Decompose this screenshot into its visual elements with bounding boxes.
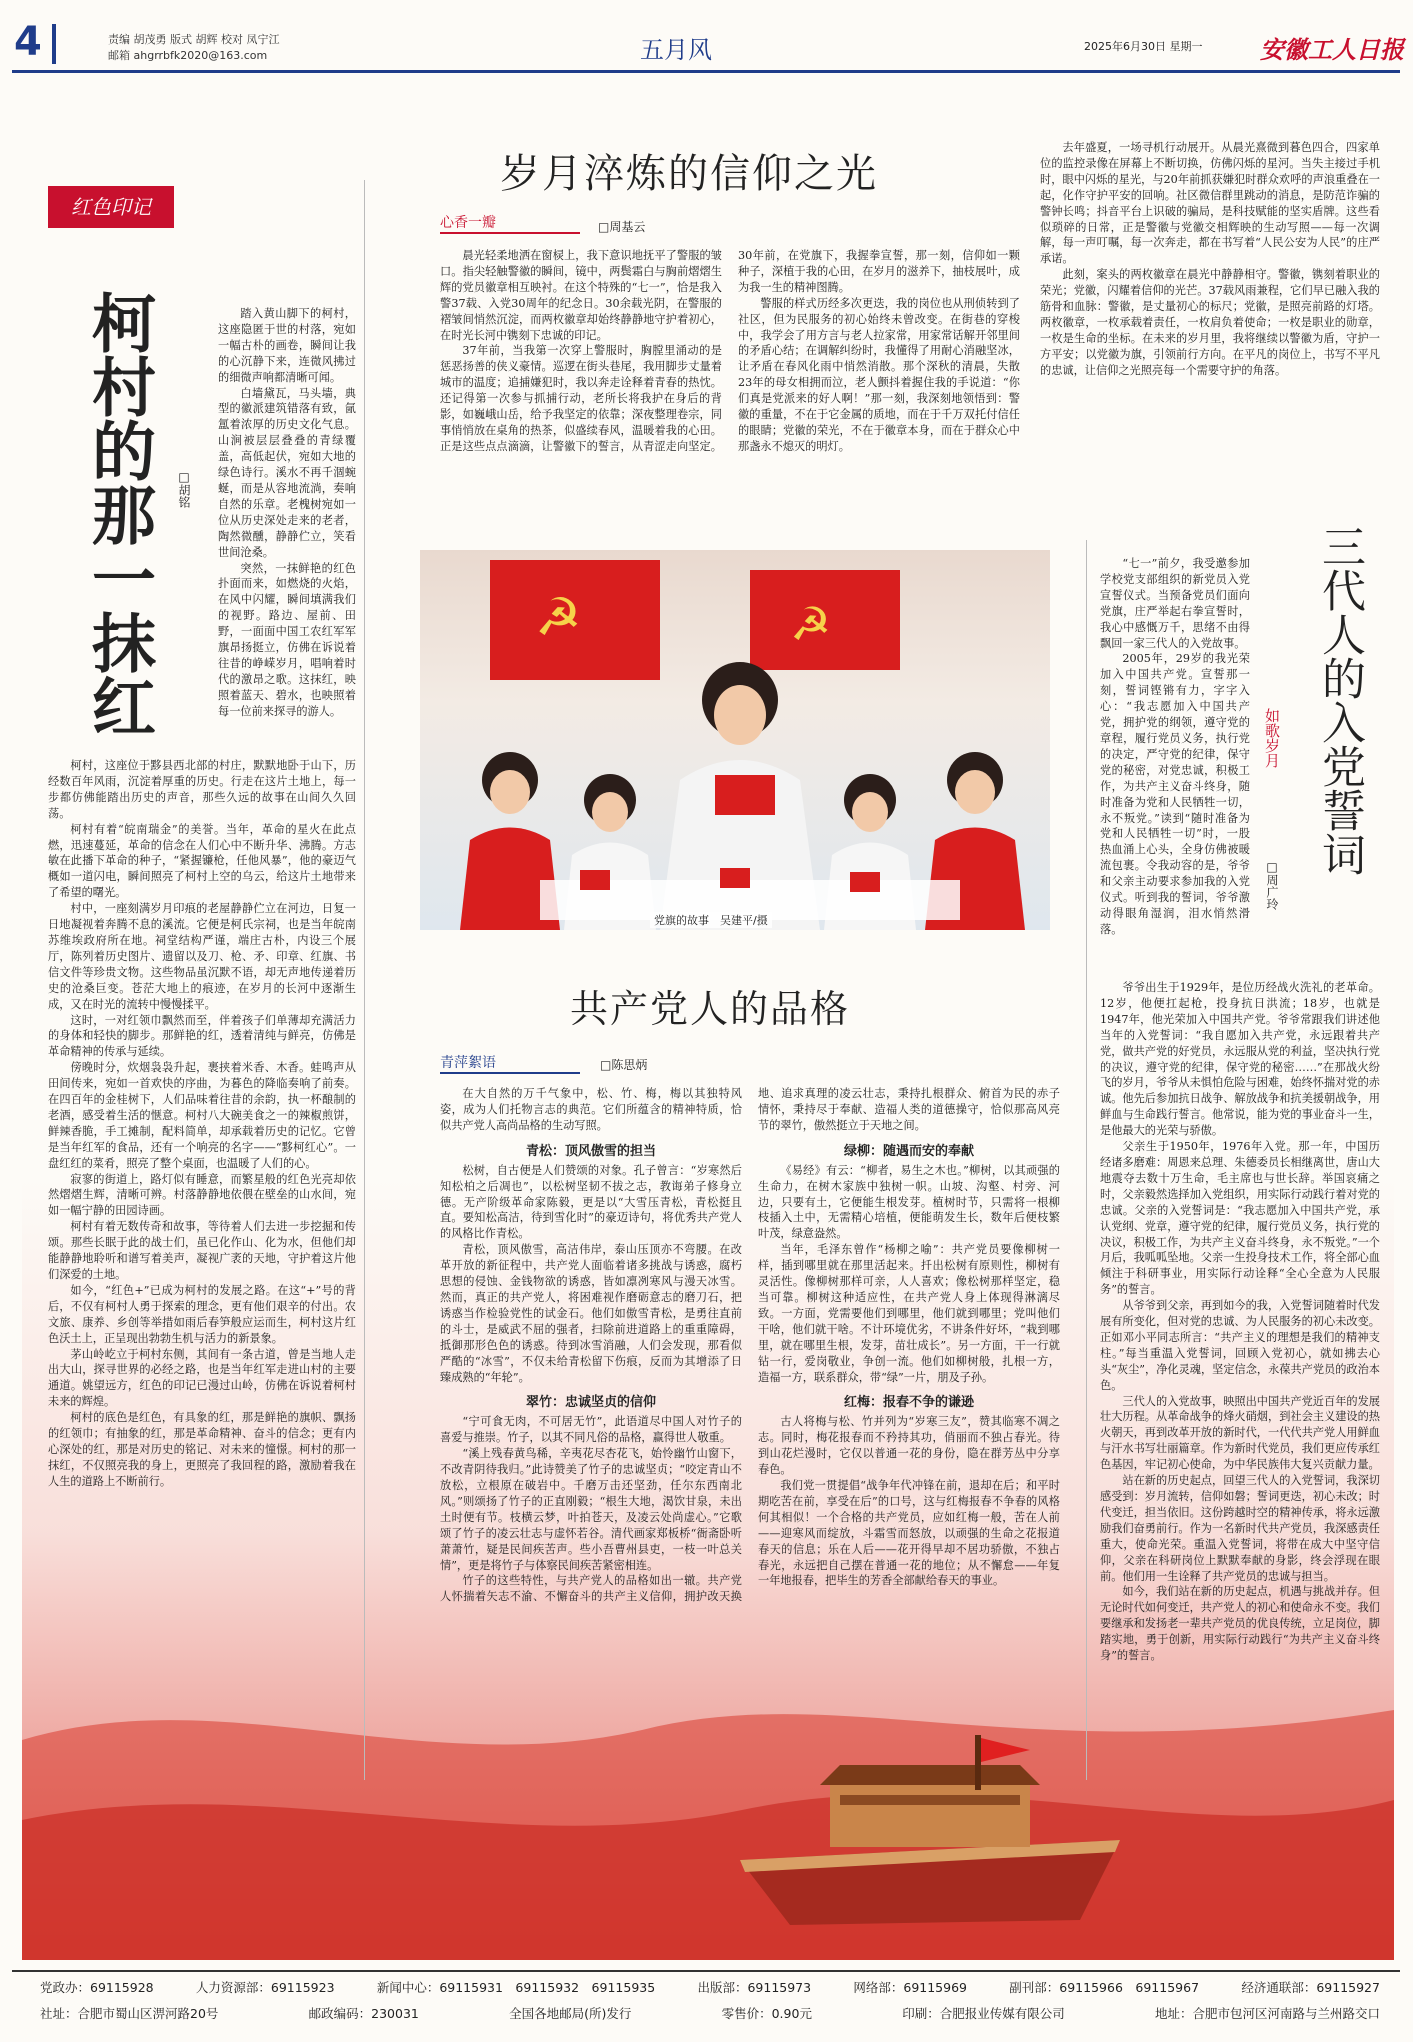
column-divider xyxy=(1086,540,1087,1780)
editor-line: 责编 胡茂勇 版式 胡辉 校对 凤宁江 xyxy=(108,33,280,46)
article1-author: □胡铭 xyxy=(177,470,191,508)
footer-phone: 出版部：69115973 xyxy=(697,1980,812,1995)
paragraph: 柯村的底色是红色，有具象的红，那是鲜艳的旗帜、飘扬的红领巾；有抽象的红，那是革命精神、奋斗的信念；更有内心深处的红，那是对历史的铭记、对未来的憧憬。柯村的那一抹红，不仅照亮我的身上，更照亮了我回程的路，激励着我在人生的道路上不断前行。 xyxy=(48,1411,356,1488)
header-rule xyxy=(12,70,1400,73)
paragraph: 傍晚时分，炊烟袅袅升起，裹挟着米香、木香。蛙鸣声从田间传来，宛如一首欢快的序曲，为暮色的降临奏响了前奏。在四百年的金桂树下，人们品味着往昔的余韵，执一杯酿制的老酒，感受着生活的惬意。柯村八大碗美食之一的辣椒煎饼，鲜辣香脆，手工摊制，配料简单，却承载着历史的记忆。它曾是当年红军的食品，还有一个响亮的名字——“黟柯红心”。一盘红红的菜肴，照亮了整个桌面，也温暖了人们的心。 xyxy=(48,1061,356,1170)
article2-title: 岁月淬炼的信仰之光 xyxy=(500,151,878,197)
footer-info xyxy=(40,2004,1380,2022)
photo-caption: 党旗的故事 吴建平/摄 xyxy=(650,912,772,928)
article3-title: 三代人的入党誓词 xyxy=(1314,524,1365,876)
paragraph: 寂寥的街道上，路灯似有睡意，而繁星般的红色光亮却依然熠熠生辉，清晰可辨。村落静静地依偎在壁垒的山水间，宛如一幅宁静的田园诗画。 xyxy=(48,1172,356,1218)
footer-address: 社址：合肥市蜀山区淠河路20号 xyxy=(40,2006,219,2021)
footer-phone: 经济通联部：69115927 xyxy=(1241,1980,1380,1995)
footer-printer-address: 地址：合肥市包河区河南路与兰州路交口 xyxy=(1154,2006,1380,2021)
paragraph: 村中，一座刻满岁月印痕的老屋静静伫立在河边，日复一日地凝视着奔腾不息的溪流。它便是柯氏宗祠，也是当年皖南苏维埃政府所在地。祠堂结构严谨，端庄古朴，内设三个展厅，陈列着历史图片、遗留以及刀、枪、矛、印章、红旗、书信文件等珍贵文物。这些物品虽沉默不语，却无声地传递着历史的沧桑巨变。苍茫大地上的痕迹，在岁月的长河中逐渐生成，又在时光的流转中慢慢揉平。 xyxy=(48,902,356,1011)
article2-text xyxy=(440,248,1020,518)
intro-paragraph: 在大自然的万千气象中，松、竹、梅，梅以其独特风姿，成为人们托物言志的典范。它们所蕴含的精神特质，恰似共产党人高尚品格的生动写照。 xyxy=(440,1087,742,1132)
article4-column: 青萍絮语 xyxy=(440,1052,580,1074)
section-title: 五月风 xyxy=(640,36,712,64)
paragraph: 柯村有着“皖南瑞金”的美誉。当年，革命的星火在此点燃，迅速蔓延，革命的信念在人们心中不断升华、沸腾。方志敏在此播下革命的种子，“紧握镰枪，任他风暴”，他的豪迈气概如一道闪电，瞬间照亮了柯村上空的乌云，给这片土地带来了希望的曙光。 xyxy=(48,822,356,900)
photo-party-flag-story xyxy=(420,550,1050,930)
svg-text:☭: ☭ xyxy=(790,597,832,651)
section-heading: 绿柳：随遇而安的奉献 xyxy=(843,1143,974,1159)
footer-phone: 党政办：69115928 xyxy=(40,1980,154,1995)
paragraph: “宁可食无肉，不可居无竹”，此语道尽中国人对竹子的喜爱与推崇。竹子，以其不同凡俗的品格，赢得世人敬重。 xyxy=(440,1415,742,1445)
paragraph: 2005年，29岁的我光荣加入中国共产党。宣誓那一刻，誓词铿锵有力，字字入心：“我志愿加入中国共产党，拥护党的纲领，遵守党的章程，履行党员义务，执行党的决定，严守党的纪律，保守党的秘密，对党忠诚，积极工作，为共产主义奋斗终身，随时准备为党和人民牺牲一切，永不叛党。”读到“随时准备为党和人民牺牲一切”时，一股热血涌上心头，全身仿佛被暖流包裹。令我动容的是，爷爷和父亲主动要求参加我的入党仪式。听到我的誓词，爷爷激动得眼角湿润，泪水悄然滑落。 xyxy=(1100,652,1250,936)
paragraph: 《易经》有云：“柳者，易生之木也。”柳树，以其顽强的生命力，在树木家族中独树一帜。山坡、沟壑、村旁、河边，只要有土，它便能生根发芽。植树时节，只需将一根柳枝插入土中，无需精心培植，便能萌发生长，数年后便枝繁叶茂，绿意盎然。 xyxy=(758,1163,1060,1241)
paragraph: 柯村有着无数传奇和故事，等待着人们去进一步挖掘和传颂。那些长眠于此的战士们，虽已化作山、化为水，但他们却能静静地聆听和谱写着美声，凝视广袤的天地，守护着这片他们深爱的土地。 xyxy=(48,1220,356,1281)
article2-text-right xyxy=(1040,140,1380,540)
paragraph: 警服的样式历经多次更迭，我的岗位也从刑侦转到了社区，但为民服务的初心始终未曾改变。在街巷的穿梭中，我学会了用方言与老人拉家常，用家常话解开邻里间的矛盾心结；在调解纠纷时，我懂得了用耐心消融坚冰，让矛盾在春风化雨中悄然消散。那个深秋的清晨，失散23年的母女相拥而泣，老人颤抖着握住我的手说道：“你们真是党派来的好人啊！”那一刻，我深刻地领悟到：警徽的重量，不在于它金属的质地，而在于千万双托付信任的眼睛；党徽的荣光，不在于徽章本身，而在于群众心中那盏永不熄灭的明灯。 xyxy=(738,296,1020,453)
photo-illustration xyxy=(420,550,1050,930)
article3-column: 如歌岁月 xyxy=(1263,708,1281,768)
article3-text-top xyxy=(1100,556,1250,976)
footer-phone: 人力资源部：69115923 xyxy=(195,1980,335,1995)
newspaper-logo: 安徽工人日报 xyxy=(1260,35,1404,64)
paragraph: 去年盛夏，一场寻机行动展开。从晨光熹微到暮色四合，四家单位的监控录像在屏幕上不断切换，仿佛闪烁的星河。当失主接过手机时，眼中闪烁的星光，与20年前抓获嫌犯时群众欢呼的声浪重叠在一起，化作守护平安的回响。社区微信群里跳动的消息，是防范诈骗的警钟长鸣；抖音平台上识破的骗局，是科技赋能的坚实盾牌。这些看似琐碎的日常，正是警徽与党徽交相辉映的生动写照——每一次调解，每一声叮嘱，每一次奔走，都在书写着“人民公安为人民”的庄严承诺。 xyxy=(1040,141,1380,266)
page-number: 4 xyxy=(14,19,42,65)
paragraph: 竹子的这些特性，与共产党人的品格如出一辙。共产党人怀揣着矢志不渝、不懈奋斗的共产主义信仰，拥护改天换地、追求真理的凌云壮志，秉持扎根群众、俯首为民的赤子情怀，秉持尽于奉献、造福人类的道德操守，恰似那高风亮节的翠竹，傲然挺立于天地之间。 xyxy=(440,1087,1060,1604)
paragraph: 当年，毛泽东曾作“杨柳之喻”：共产党员要像柳树一样，插到哪里就在那里活起来。扦出松树有原则性，柳树有灵活性。像柳树那样可亲，人人喜欢；像松树那样坚定，稳当可靠。柳树这种适应性，在共产党人身上体现得淋漓尽致。一方面，党需要他们到哪里，他们就到哪里；党叫他们干啥，他们就干啥。不计环境优劣，不讲条件好坏，“栽到哪里，就在哪里生根，发芽，苗壮成长”。另一方面，干一行就钻一行，爱岗敬业，争创一流。他们如柳树般，扎根一方，造福一方，联系群众，带“绿”一片，朋及子孙。 xyxy=(758,1243,1060,1384)
article2-author: □周基云 xyxy=(598,220,646,234)
paragraph: 三代人的入党故事，映照出中国共产党近百年的发展壮大历程。从革命战争的烽火硝烟，到社会主义建设的热火朝天，再到改革开放的新时代，一代代共产党人用鲜血与汗水书写壮丽篇章。作为新时代党员，我们更应传承红色基因，牢记初心使命，为中华民族伟大复兴贡献力量。 xyxy=(1100,1394,1380,1472)
paragraph: 站在新的历史起点，回望三代人的入党誓词，我深切感受到：岁月流转，信仰如磐；誓词更迭，初心未改；时代变迁，担当依旧。这份跨越时空的精神传承，将永远激励我们奋勇前行。作为一名新时代共产党员，我深感责任重大，使命光荣。重温入党誓词，将带在成大中坚守信仰，父亲在科研岗位上默默奉献的身影，终会浮现在眼前。他们用一生诠释了共产党员的忠诚与担当。 xyxy=(1100,1474,1380,1583)
issue-date: 2025年6月30日 星期一 xyxy=(1084,40,1203,53)
article1-text-top xyxy=(218,306,356,756)
footer-phone: 副刊部：69115966 69115967 xyxy=(1009,1980,1200,1995)
article4-text xyxy=(440,1086,1060,1846)
paragraph: 37年前，当我第一次穿上警服时，胸膛里涌动的是惩恶扬善的侠义豪情。巡逻在街头巷尾，我用脚步丈量着城市的温度；追捕嫌犯时，我以奔走诠释着青春的热忱。还记得第一次参与抓捕行动，老所长将我护在身后的背影，如巍峨山岳，给予我坚定的依靠；深夜整理卷宗，同事悄悄放在桌角的热茶，似盛续春风，温暖着我的心田。正是这些点点滴滴，让警徽下的誓言，从青涩走向坚定。30年前，在党旗下，我握拳宣誓，那一刻，信仰如一颗种子，深植于我的心田，在岁月的滋养下，抽枝展叶，成为我一生的精神图腾。 xyxy=(440,249,1020,453)
page-number-bar xyxy=(52,24,56,64)
paragraph: 从爷爷到父亲，再到如今的我，入党誓词随着时代发展有所变化，但对党的忠诚、为人民服务的初心未改变。正如邓小平同志所言：“共产主义的理想是我们的精神支柱。”每当重温入党誓词，回顾入党初心，就如拂去心头“灰尘”，净化灵魂，坚定信念，永葆共产党员的政治本色。 xyxy=(1100,1299,1380,1392)
paragraph: 突然，一抹鲜艳的红色扑面而来，如燃烧的火焰，在风中闪耀，瞬间填满我们的视野。路边、屋前、田野，一面面中国工农红军军旗昂扬挺立，仿佛在诉说着往昔的峥嵘岁月，唱响着时代的激昂之歌。这抹红，映照着蓝天、碧水，也映照着每一位前来探寻的游人。 xyxy=(218,561,356,718)
article4-title: 共产党人的品格 xyxy=(570,987,851,1031)
paragraph: 白墙黛瓦，马头墙，典型的徽派建筑错落有致，氤氲着浓厚的历史文化气息。山涧被层层叠叠的青绿覆盖，高低起伏，宛如大地的绿色诗行。溪水不再千涸蜿蜒，而是从容地流淌，奏响自然的乐章。老槐树宛如一位从历史深处走来的老者，陶然微醺，静静伫立，笑看世间沧桑。 xyxy=(218,386,356,559)
column-tag-red-memory: 红色印记 xyxy=(48,186,174,228)
paragraph: 父亲生于1950年，1976年入党。那一年，中国历经诸多磨难：周恩来总理、朱德委员长相继离世，唐山大地震夺去数十万生命，毛主席也与世长辞。举国哀痛之时，父亲毅然选择加入党组织，用实际行动践行着对党的忠诚。父亲的入党誓词是：“我志愿加入中国共产党，承认党纲、党章，遵守党的纪律，履行党员义务，执行党的决议，积极工作，为共产主义奋斗终身，永不叛党。”一个月后，我呱呱坠地。父亲一生投身技术工作，将全部心血倾注于科研事业，用实际行动诠释“全心全意为人民服务”的誓言。 xyxy=(1100,1140,1380,1297)
paragraph: 这时，一对红领巾飘然而至，伴着孩子们单薄却充满活力的身体和轻快的脚步。那鲜艳的红，透着清纯与鲜亮，仿佛是革命精神的传承与延续。 xyxy=(48,1013,356,1059)
column-divider xyxy=(364,180,365,1780)
paragraph: 爷爷出生于1929年，是位历经战火洗礼的老革命。12岁，他便扛起枪，投身抗日洪流；18岁，也就是1947年，他光荣加入中国共产党。爷爷常跟我们讲述他当年的入党誓词：“我自愿加入共产党，永远跟着共产党，做共产党的好党员，永远服从党的利益，坚决执行党的决议，遵守党的纪律，保守党的秘密……”在那战火纷飞的岁月，爷爷从未惧怕危险与困难，始终怀揣对党的赤诚。他先后参加抗日战争、解放战争和抗美援朝战争，用鲜血与生命践行誓言。他常说，能为党的事业奋斗一生，是他最大的光荣与骄傲。 xyxy=(1100,981,1380,1138)
footer-phone: 网络部：69115969 xyxy=(853,1980,967,1995)
paragraph: 茅山岭屹立于柯村东侧，其间有一条古道，曾是当地人走出大山，探寻世界的必经之路，也是当年红军走进山村的主要通道。姚望远方，红色的印记已漫过山岭，仿佛在诉说着柯村未来的辉煌。 xyxy=(48,1347,356,1409)
footer-distribution: 全国各地邮局(所)发行 xyxy=(509,2006,632,2021)
paragraph: “溪上残春黄鸟稀，辛夷花尽杏花飞，始怜幽竹山窗下，不改青阴待我归。”此诗赞美了竹子的忠诚坚贞；“咬定青山不放松，立根原在破岩中。千磨万击还坚劲，任尔东西南北风。”则颂扬了竹子的正直刚毅；“根生大地，渴饮甘泉，未出土时便有节。枝横云梦，叶拍苍天，及凌云处尚虚心。”它歌颂了竹子的凌云壮志与虚怀若谷。清代画家郑板桥“衙斋卧听萧萧竹，疑是民间疾苦声。些小吾曹州县吏，一枝一叶总关情”，更是将竹子与体察民间疾苦紧密相连。 xyxy=(440,1447,742,1572)
footer-postcode: 邮政编码：230031 xyxy=(308,2006,419,2021)
paragraph: 晨光轻柔地洒在窗棂上，我下意识地抚平了警服的皱口。指尖轻触警徽的瞬间，镜中，两鬓霜白与胸前熠熠生辉的党员徽章相互映衬。在这个特殊的“七一”，恰是我入警37载、入党30周年的纪念日。30余载光阴，在警服的褶皱间悄然沉淀，而两枚徽章却始终静静地守护着初心，在时光长河中镌刻下忠诚的印记。 xyxy=(440,249,722,342)
paragraph: 如今，“红色+”已成为柯村的发展之路。在这“+”号的背后，不仅有柯村人勇于探索的理念，更有他们艰辛的付出。农文旅、康养、乡创等举措如雨后春笋般应运而生，柯村这片红色沃土上，正呈现出勃勃生机与活力的新景象。 xyxy=(48,1283,356,1345)
footer-rule xyxy=(12,1970,1400,1972)
svg-text:☭: ☭ xyxy=(535,588,582,648)
email-line: 邮箱 ahgrrbfk2020@163.com xyxy=(108,49,268,62)
footer-price: 零售价：0.90元 xyxy=(721,2006,812,2021)
paragraph: 我们党一贯提倡“战争年代冲锋在前，退却在后；和平时期吃苦在前，享受在后”的口号，这与红梅报春不争春的风格何其相似！一个合格的共产党员，应如红梅一般，苦在人前——迎寒风而绽放，斗霜雪而怒放，以顽强的生命之花报道春天的信息；乐在人后——花开得早却不居功骄傲，不独占春光，永远把自己摆在普通一花的地位；从不懈怠——年复一年地报春，把毕生的芳香全部献给春天的事业。 xyxy=(758,1479,1060,1588)
footer-phones xyxy=(40,1978,1380,1996)
article2-column: 心香一瓣 xyxy=(440,212,580,234)
paragraph: “七一”前夕，我受邀参加学校党支部组织的新党员入党宣誓仪式。当预备党员们面向党旗，庄严举起右拳宣誓时，我心中感慨万千，思绪不由得飘回一家三代人的入党故事。 xyxy=(1100,557,1250,650)
section-heading: 红梅：报春不争的谦逊 xyxy=(843,1395,974,1411)
paragraph: 此刻，案头的两枚徽章在晨光中静静相守。警徽，镌刻着职业的荣光；党徽，闪耀着信仰的光芒。37载风雨兼程，它们早已融入我的筋骨和血脉：警徽，是丈量初心的标尺；党徽，是照亮前路的灯塔。两枚徽章，一枚承载着责任，一枚肩负着使命；一枚是职业的勋章，一枚是生命的坐标。在未来的岁月里，我将继续以警徽为盾，守护一方平安；以党徽为旗，引领前行方向。在平凡的岗位上，书写不平凡的忠诚，让信仰之光照亮每一个需要守护的角落。 xyxy=(1040,268,1380,377)
paragraph: 青松，顶风傲雪，高洁伟岸，泰山压顶亦不弯腰。在改革开放的新征程中，共产党人面临着诸多挑战与诱惑，腐朽思想的侵蚀、金钱物欲的诱惑，皆如凛冽寒风与漫天冰雪。然而，真正的共产党人，将困难视作磨砺意志的磨刀石，把诱惑当作检验党性的试金石。他们如傲雪青松，是勇往直前的斗士，是威武不屈的强者，扫除前进道路上的重重障碍，抵御那形色色的诱惑。待到冰雪消融，人们会发现，那看似严酷的“冰雪”，不仅未给青松留下伤痕，反而为其增添了日臻成熟的“年轮”。 xyxy=(440,1243,742,1384)
paragraph: 松树，自古便是人们赞颂的对象。孔子曾言：“岁寒然后知松柏之后凋也”，以松树坚韧不拔之志，教诲弟子修身立德。无产阶级革命家陈毅，更是以“大雪压青松，青松挺且直。要知松高洁，待到雪化时”的豪迈诗句，将优秀共产党人的风格比作青松。 xyxy=(440,1163,742,1241)
paragraph: 古人将梅与松、竹并列为“岁寒三友”，赞其临寒不凋之志。同时，梅花报春而不矜持其功，俏丽而不独占春光。待到山花烂漫时，它仅以普通一花的身份，隐在群芳丛中分享春色。 xyxy=(758,1415,1060,1477)
paragraph: 柯村，这座位于黟县西北部的村庄，默默地卧于山下，历经数百年风雨，沉淀着厚重的历史。行走在这片土地上，每一步都仿佛能踏出历史的声音，那些久远的故事在山间久久回荡。 xyxy=(48,759,356,820)
footer-phone: 新闻中心：69115931 69115932 69115935 xyxy=(376,1980,656,1995)
section-heading: 翠竹：忠诚坚贞的信仰 xyxy=(525,1395,656,1411)
paragraph: 如今，我们站在新的历史起点，机遇与挑战并存。但无论时代如何变迁，共产党人的初心和使命永不变。我们要继承和发扬老一辈共产党员的优良传统，立足岗位，脚踏实地，勇于创新，用实际行动践行“为共产主义奋斗终身”的誓言。 xyxy=(1100,1585,1380,1663)
paragraph: 踏入黄山脚下的柯村，这座隐匿于世的村落，宛如一幅古朴的画卷，瞬间让我的心沉静下来，连微风拂过的细微声响都清晰可闻。 xyxy=(218,307,356,384)
article1-text-body xyxy=(48,758,356,1778)
article3-text-body xyxy=(1100,980,1380,1780)
article4-author: □陈思炳 xyxy=(600,1058,648,1072)
footer-printer: 印刷：合肥报业传媒有限公司 xyxy=(902,2006,1065,2021)
section-heading: 青松：顶风傲雪的担当 xyxy=(525,1143,656,1159)
article1-title: 柯村的那一抹红 xyxy=(81,290,156,738)
article3-author: □周广玲 xyxy=(1265,860,1279,910)
